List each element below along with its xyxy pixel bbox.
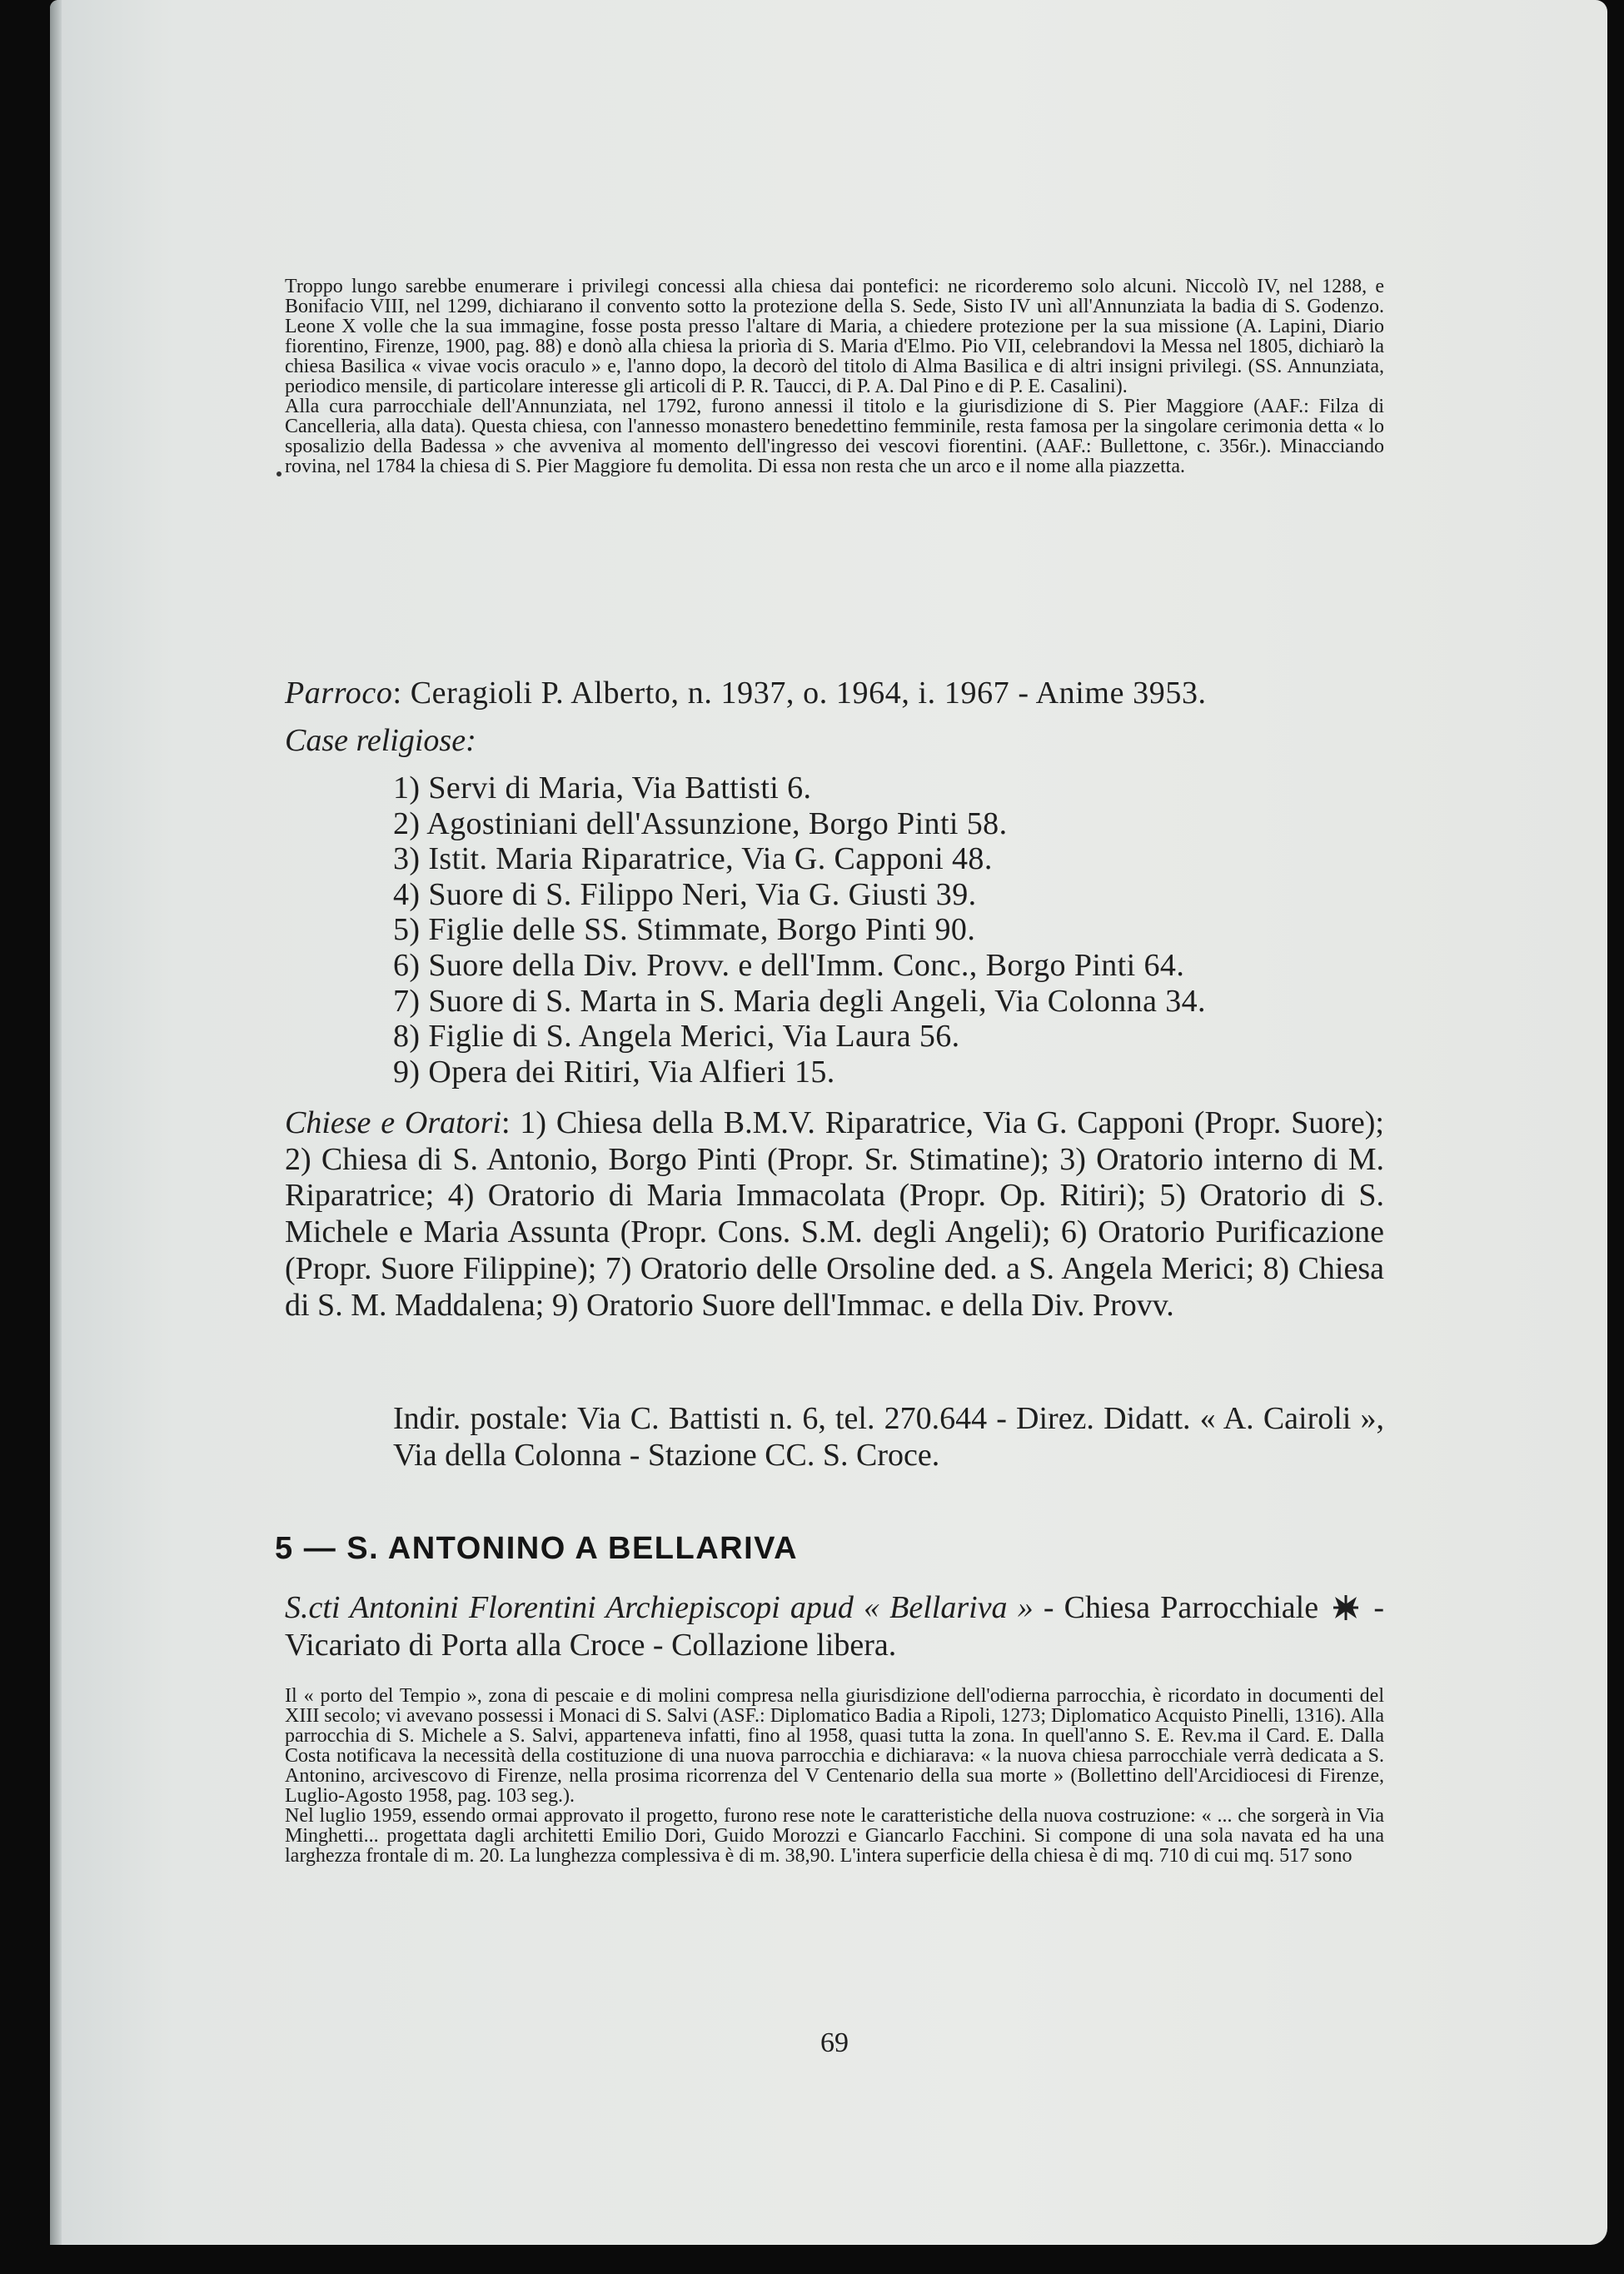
list-item: [393, 1019, 1392, 1055]
item-text: Servi di Maria, Via Battisti 6.: [428, 770, 812, 805]
item-text: Suore di S. Marta in S. Maria degli Angeli, Via Colonna 34.: [428, 983, 1206, 1019]
ink-speck: [276, 471, 281, 476]
list-item: [393, 770, 1392, 806]
list-item: [393, 984, 1392, 1020]
item-text: Suore di S. Filippo Neri, Via G. Giusti 39.: [428, 876, 977, 912]
list-item: [393, 841, 1392, 877]
note-paragraph: Il « porto del Tempio », zona di pescaie e di molini compresa nella giurisdizione dell'odierna parrocchia, è ricordato in documenti del XIII secolo; vi avevano possessi i Monaci di S. Salvi (ASF.: Diplomatico Badia a Ripoli, 1273; Diplomatico Acquisto Pinelli, 1316). Alla parrocchia di S. Michele a S. Salvi, apparteneva infatti, fino al 1958, quasi tutta la zona. In quell'anno S. E. Rev.ma il Card. E. Dalla Costa notificava la necessità della costituzione di una nuova parrocchia e dichiarava: « la nuova chiesa parrocchiale verrà dedicata a S. Antonino, arcivescovo di Firenze, nella prosima ricorrenza del V Centenario della sua morte » (Bollettino dell'Arcidiocesi di Firenze, Luglio-Agosto 1958, pag. 103 seg.).: [285, 1685, 1384, 1807]
item-number: 4): [393, 876, 421, 912]
title-rest-2: - Vicariato di Porta alla Croce - Collazione libera.: [285, 1590, 1385, 1663]
page-number: 69: [820, 2027, 849, 2058]
item-text: Opera dei Ritiri, Via Alfieri 15.: [428, 1054, 835, 1090]
page-gutter: [50, 0, 62, 2245]
item-number: 8): [393, 1019, 421, 1055]
postal-address-paragraph: Indir. postale: Via C. Battisti n. 6, tel. 270.644 - Direz. Didatt. « A. Cairoli », Via della Colonna - Stazione CC. S. Croce.: [393, 1401, 1384, 1473]
item-number: 6): [393, 947, 421, 983]
item-number: 9): [393, 1054, 421, 1090]
item-text: Figlie di S. Angela Merici, Via Laura 56.: [428, 1019, 960, 1055]
case-religiose-label: Case religiose: [285, 723, 466, 758]
case-religiose-list: [393, 770, 1392, 1090]
book-page: [50, 0, 1607, 2245]
item-text: Figlie delle SS. Stimmate, Borgo Pinti 90.: [428, 912, 976, 948]
item-number: 5): [393, 912, 421, 948]
note-paragraph: Nel luglio 1959, essendo ormai approvato il progetto, furono rese note le caratteristiche della nuova costruzione: « ... che sorgerà in Via Minghetti... progettata dagli architetti Emilio Dori, Guido Morozzi e Giancarlo Facchini. Si compone di una sola navata ed ha una larghezza frontale di m. 20. La lunghezza complessiva è di m. 38,90. L'intera superficie della chiesa è di mq. 710 di cui mq. 517 sono: [285, 1805, 1384, 1867]
parroco-label: Parroco: [285, 676, 393, 711]
list-item: [393, 806, 1392, 842]
item-text: Istit. Maria Riparatrice, Via G. Capponi 48.: [428, 841, 993, 877]
item-number: 2): [393, 805, 421, 841]
parroco-line: [285, 675, 1384, 711]
item-number: 1): [393, 770, 421, 805]
chiese-oratori-paragraph: [285, 1105, 1384, 1324]
footnote-bellariva: [285, 1686, 1384, 1866]
chiese-oratori-text: : 1) Chiesa della B.M.V. Riparatrice, Via G. Capponi (Propr. Suore); 2) Chiesa di S. Antonio, Borgo Pinti (Propr. Sr. Stimatine); 3) Oratorio interno di M. Riparatrice; 4) Oratorio di Maria Immacolata (Propr. Op. Ritiri); 5) Oratorio di S. Michele e Maria Assunta (Propr. Cons. S.M. degli Angeli); 6) Oratorio Purificazione (Propr. Suore Filippine); 7) Oratorio delle Orsoline ded. a S. Angela Merici; 8) Chiesa di S. M. Maddalena; 9) Oratorio Suore dell'Immac. e della Div. Provv.: [285, 1105, 1384, 1323]
latin-title: S.cti Antonini Florentini Archiepiscopi apud « Bellariva »: [285, 1590, 1034, 1625]
item-number: 3): [393, 841, 421, 877]
list-item: [393, 948, 1392, 984]
parroco-text: : Ceragioli P. Alberto, n. 1937, o. 1964, i. 1967 - Anime 3953.: [392, 676, 1207, 711]
maltese-cross-icon: [1332, 1593, 1360, 1622]
item-number: 7): [393, 983, 421, 1019]
title-rest-1: - Chiesa Parrocchiale: [1033, 1590, 1319, 1625]
section-heading: 5 — S. ANTONINO A BELLARIVA: [275, 1531, 799, 1566]
list-item: [393, 912, 1392, 948]
case-religiose-colon: :: [466, 723, 476, 758]
chiese-oratori-label: Chiese e Oratori: [285, 1105, 502, 1140]
list-item: [393, 877, 1392, 913]
case-religiose-heading: [285, 722, 1384, 759]
item-text: Suore della Div. Provv. e dell'Imm. Conc., Borgo Pinti 64.: [428, 947, 1185, 983]
footnote-privileges: [285, 277, 1384, 476]
note-paragraph: Alla cura parrocchiale dell'Annunziata, nel 1792, furono annessi il titolo e la giurisdizione di S. Pier Maggiore (AAF.: Filza di Cancelleria, alla data). Questa chiesa, con l'annesso monastero benedettino femminile, resta famosa per la singolare cerimonia detta « lo sposalizio della Badessa » che avveniva al momento dell'ingresso dei vescovi fiorentini. (AAF.: Bullettone, c. 356r.). Minacciando rovina, nel 1784 la chiesa di S. Pier Maggiore fu demolita. Di essa non resta che un arco e il nome alla piazzetta.: [285, 396, 1384, 477]
item-text: Agostiniani dell'Assunzione, Borgo Pinti 58.: [426, 805, 1008, 841]
church-title: [285, 1589, 1384, 1664]
note-paragraph: Troppo lungo sarebbe enumerare i privilegi concessi alla chiesa dai pontefici: ne ricorderemo solo alcuni. Niccolò IV, nel 1288, e Bonifacio VIII, nel 1299, dichiarano il convento sotto la protezione della S. Sede, Sisto IV unì all'Annunziata la badia di S. Godenzo. Leone X volle che la sua immagine, fosse posta presso l'altare di Maria, a chiedere protezione per la sua missione (A. Lapini, Diario fiorentino, Firenze, 1900, pag. 88) e donò alla chiesa la priorìa di S. Maria d'Elmo. Pio VII, celebrandovi la Messa nel 1805, dichiarò la chiesa Basilica « vivae vocis oraculo » e, l'anno dopo, la decorò del titolo di Alma Basilica e di altri insigni privilegi. (SS. Annunziata, periodico mensile, di particolare interesse gli articoli di P. R. Taucci, di P. A. Dal Pino e di P. E. Casalini).: [285, 276, 1384, 397]
list-item: [393, 1055, 1392, 1090]
